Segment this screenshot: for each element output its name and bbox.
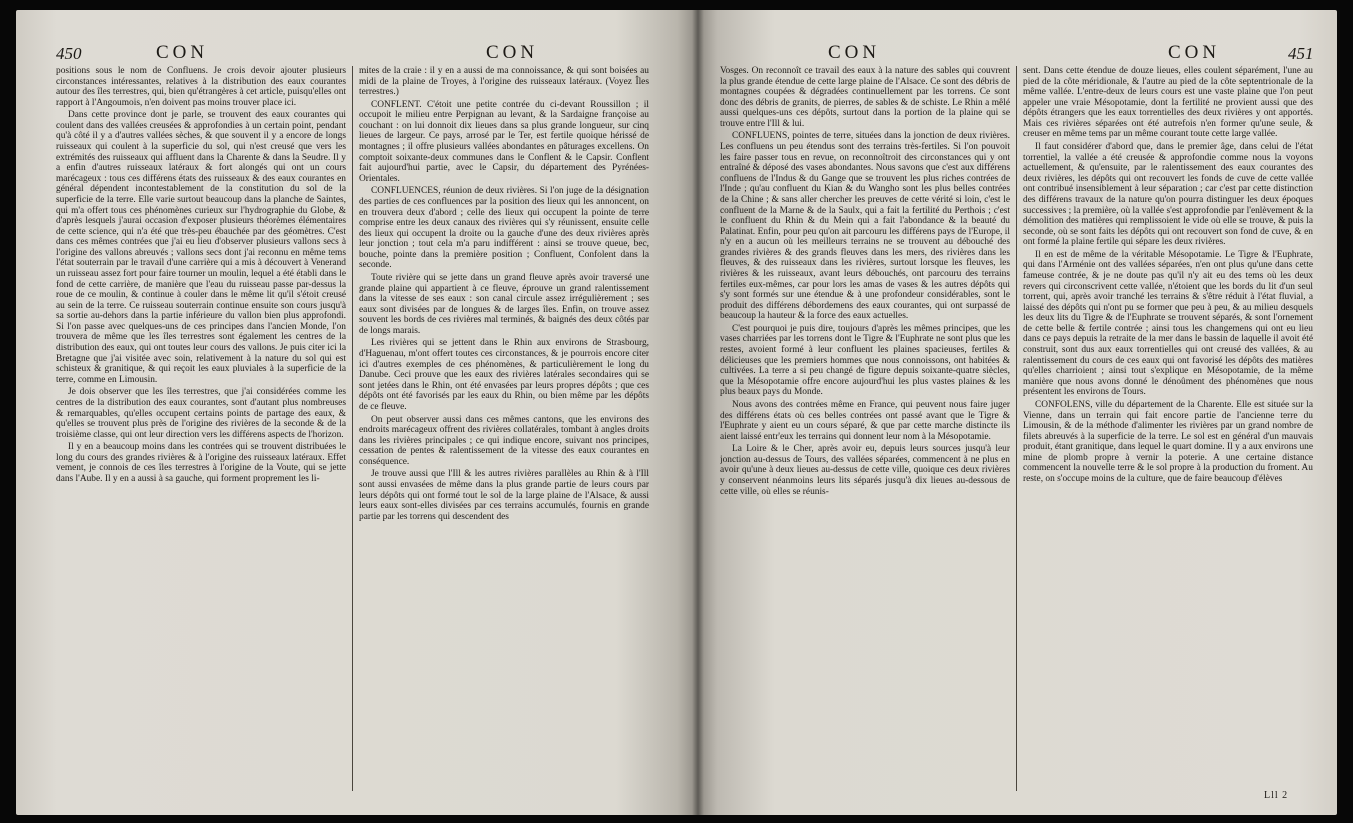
right-header-col1: CON xyxy=(828,42,881,63)
paragraph: La Loire & le Cher, après avoir eu, depuis leurs sources jusqu'à leur jonction au-dessus de Tours, des vallées séparées, commencent à ne plus en avoir qu'une à deux lieues au-dessus de cette ville, quoique ces deux rivières y conservent néanmoins leurs lits séparés jusqu'à dix lieues au-dessous de cette ville, où elles se réunis- xyxy=(720,444,1010,497)
paragraph: Il faut considérer d'abord que, dans le premier âge, dans celui de l'état torrentiel, la vallée a été creusée & approfondie comme nous la voyons actuellement, & qu'ensuite, par le ralentissement des eaux courantes des deux rivières, les dépôts qui ont recouvert les fonds de cuve de cette vallée ont contribué insensiblement à leur séparation ; car c'est par cette distinction des différens travaux de la nature qu'on pourra distinguer les deux époques successives ; la première, où la vallée s'est approfondie par l'enlèvement & la démolition des matières qui remplissoient le vide où elle se trouve, & puis la seconde, où se sont faits les dépôts qui ont recouvert son fond de cuve, & en ont formé la plaine fertile qui sépare les deux rivières. xyxy=(1023,142,1313,248)
left-header-col1: CON xyxy=(156,42,209,63)
paragraph: C'est pourquoi je puis dire, toujours d'après les mêmes principes, que les vases charriées par les torrens dont le Tigre & l'Euphrate ne sont plus que les restes, avoient formé à leur confluent les plaines spacieuses, fertiles & délicieuses que les premiers hommes que nous connoissons, ont habitées & cultivées. La terre a si peu changé de figure depuis soixante-quatre siècles, que la Mésopotamie offre encore aujourd'hui les plus vastes plaines & les plus beaux pays du Monde. xyxy=(720,323,1010,398)
entry-confluences: CONFLUENCES, réunion de deux rivières. Si l'on juge de la désignation des parties de ces confluences par la position des lieux qui les annoncent, on en trouvera deux d'abord ; celle des lieux qui occupent la pointe de terre comprise entre les deux canaux des rivières qui s'y réunissent, ensuite celle des lieux qui occupent la droite ou la gauche d'une des deux rivières après leur jonction ; tout cela m'a paru indifférent : ainsi se trouve queue, bec, bouche, pointe dans la première position ; Confluent, Confolent dans la seconde. xyxy=(359,186,649,271)
column-rule xyxy=(1016,66,1017,791)
paragraph: On peut observer aussi dans ces mêmes cantons, que les environs des endroits marécageux offrent des rivières collatérales, tombant à angles droits dans les rivières principales ; ce qui indique encore, suivant nos principes, cessation de pentes & ralentissement de la vitesse des eaux courantes en conséquence. xyxy=(359,414,649,467)
paragraph: Toute rivière qui se jette dans un grand fleuve après avoir traversé une grande plaine qui appartient à ce fleuve, éprouve un grand ralentissement dans la vitesse de ses eaux : son canal circule assez irrégulièrement ; ses eaux sont divisées par de longues & de larges îles. Enfin, on trouve assez souvent les bords de ces rivières mal terminés, & baignés des deux côtés par de longs marais. xyxy=(359,272,649,336)
paragraph: Il y en a beaucoup moins dans les contrées qui se trouvent distribuées le long du cours des grandes rivières & à l'origine des ruisseaux latéraux. Effet vement, je connois de ces îles terrestres à l'origine de la Voute, qui se jette dans l'Aube. Il y en a aussi à sa gauche, qui forment proprement les li- xyxy=(56,442,346,484)
right-header-col2: CON xyxy=(1168,42,1221,63)
left-page xyxy=(16,10,698,815)
paragraph: positions sous le nom de Confluens. Je crois devoir ajouter plusieurs circonstances intéressantes, relatives à la distribution des eaux courantes autour des îles terrestres, qui, bien qu'étrangères à cet article, puisqu'elles ont rapport à l'Angoumois, n'en doivent pas moins trouver place ici. xyxy=(56,66,346,108)
right-column-1 xyxy=(720,66,1010,801)
right-page xyxy=(698,10,1337,815)
signature-mark: Lll 2 xyxy=(1264,790,1289,801)
entry-confluens: CONFLUENS, pointes de terre, situées dans la jonction de deux rivières. Les confluens un peu étendus sont des terrains très-fertiles. Si l'on pouvoit les faire passer tous en revue, on reconnoîtroit des circonstances qui y ont entraîné & déposé des vases abondantes. Nous savons que c'est aux différens confluens de l'Indus & du Gange que se trouvent les plus riches contrées de l'Inde ; qu'au confluent du Kian & du Wangho sont les plus belles contrées de la Chine ; & sans aller chercher les preuves de cette vérité si loin, c'est le confluent de la Marne & de la Saulx, qui a fait la fertilité du Perthois ; c'est le confluent du Rhin & du Mein qui a fait l'abondance & la beauté du Palatinat. Enfin, pour peu qu'on ait parcouru les différens pays de l'Europe, il n'y en a aucun où les meilleurs terrains ne se trouvent au débouché des grandes rivières & des grands fleuves dans les mers, des rivières dans les fleuves, & des ruisseaux dans les rivières, surtout lorsque les fleuves, les rivières & les ruisseaux, avant leurs débouchés, ont parcouru des terrains fertiles eux-mêmes, car pour lors les amas de vases & les autres dépôts qui s'y sont formés sur une étendue & à une profondeur considérables, sont le produit des différens débordemens des eaux courantes, qui ont surpassé de beaucoup la hauteur & la force des eaux actuelles. xyxy=(720,131,1010,322)
entry-confolens: CONFOLENS, ville du département de la Charente. Elle est située sur la Vienne, dans un terrain qui fait encore partie de l'ancienne terre du Limousin, & de la méthode d'alimenter les rivières par un grand nombre de filets abreuvés à la superficie de la terre. Le sol est en général d'un mauvais produit, étant granitique, dans lequel le quart domine. Il y a aux environs une mine de plomb propre à vernir la poterie. A une certaine distance commencent la nouvelle terre & le sol propre à la production du froment. Au reste, on s'occupe moins de la culture, que de faire beaucoup d'élèves xyxy=(1023,399,1313,484)
open-book xyxy=(16,10,1337,815)
paragraph: Vosges. On reconnoît ce travail des eaux à la nature des sables qui couvrent la plus grande étendue de cette large plaine de l'Alsace. Ce sont des débris de montagnes coupées & dégradées continuellement par les torrens. Ce sont donc des débris de granits, de pierres, de sables & de schiste. Le Rhin a mêlé aussi quelques-uns ces dépôts, surtout dans la portion de la plaine qui se trouve entre l'Ill & lui. xyxy=(720,66,1010,129)
right-page-number: 451 xyxy=(1288,44,1314,63)
paragraph: Nous avons des contrées même en France, qui peuvent nous faire juger des différens états où ces belles contrées ont passé avant que le Tigre & l'Euphrate y aient eu un cours séparé, & que par cette marche distincte ils aient laissé entr'eux les terrains qui donnent leur nom à la Mésopotamie. xyxy=(720,399,1010,442)
left-column-1 xyxy=(56,66,346,801)
paragraph: Je dois observer que les îles terrestres, que j'ai considérées comme les centres de la distribution des eaux courantes, sont d'autant plus nombreuses & remarquables, qu'elles occupent certains points de partage des eaux, & qu'elles se trouvent plus près de l'origine des rivières de la seconde & de la troisième classe, qui ont leur direction vers les différens aspects de l'horizon. xyxy=(56,387,346,440)
paragraph: mites de la craie : il y en a aussi de ma connoissance, & qui sont boisées au midi de la plaine de Troyes, à l'origine des ruisseaux latéraux. (Voyez Îles terrestres.) xyxy=(359,66,649,98)
left-header-col2: CON xyxy=(486,42,539,63)
paragraph: sent. Dans cette étendue de douze lieues, elles coulent séparément, l'une au pied de la côte méridionale, & l'autre au pied de la côte septentrionale de la même vallée. L'entre-deux de leurs cours est une vaste plaine que l'on peut appeler une vraie Mésopotamie, dont la fertilité ne provient aussi que des dépôts étrangers que les eaux torrentielles des deux rivières y ont apportés. Mais ces rivières séparées ont été autrefois n'en former qu'une seule, & creuser en même tems par un même courant toute cette large vallée. xyxy=(1023,66,1313,140)
entry-conflent: CONFLENT. C'étoit une petite contrée du ci-devant Roussillon ; il occupoit le milieu entre Perpignan au levant, & la Sardaigne françoise au couchant : on lui donnoit dix lieues dans sa plus grande longueur, sur cinq lieues de largeur. Ce pays, arrosé par le Ter, est fertile quoique hérissé de montagnes ; il offre plusieurs vallées abondantes en pâturages excellens. On comptoit soixante-deux communes dans le Conflent & le Capsir. Conflent fait aujourd'hui partie, avec le Capsir, du département des Pyrénées-Orientales. xyxy=(359,99,649,184)
paragraph: Je trouve aussi que l'Ill & les autres rivières parallèles au Rhin & à l'Ill sont aussi envasées de même dans la plus grande partie de leurs cours par leurs dépôts qui ont formé tout le sol de la large plaine de l'Alsace, & aussi leurs eaux sont-elles divisées par ces terrains accumulés, fournis en grande partie par les torrens qui descendent des xyxy=(359,469,649,522)
left-page-number: 450 xyxy=(56,44,82,63)
paragraph: Les rivières qui se jettent dans le Rhin aux environs de Strasbourg, d'Haguenau, m'ont offert toutes ces circonstances, & je pourrois encore citer ici d'autres exemples de ces phénomènes, & particulièrement le long du Danube. Ceci prouve que les eaux des rivières latérales secondaires qui se sont jetées dans le Rhin, ont été envasées par leurs propres dépôts ; que ces dépôts ont été favorisés par les eaux du Rhin, ou bien même par les dépôts de ce fleuve. xyxy=(359,338,649,412)
paragraph: Il en est de même de la véritable Mésopotamie. Le Tigre & l'Euphrate, qui dans l'Arménie ont des vallées séparées, n'en ont plus qu'une dans cette fameuse contrée, & je ne doute pas qu'il n'y ait eu des tems où les deux revers qui circonscrivent cette vallée, n'étoient que les bords du lit d'un seul torrent, qui, après avoir tranché les terrains & s'être réduit à l'état fluvial, a laissé des dépôts qui n'ont pu se former que peu à peu, & au milieu desquels les deux lits du Tigre & de l'Euphrate se trouvent séparés, & sont l'ornement de cette belle & fertile contrée ; ainsi tous les changemens qui ont eu lieu dans ce pays depuis la retraite de la mer dans le bassin de laquelle il avoit été construit, sont dus aux eaux torrentielles qui ont creusé des vallées, & au ralentissement du cours de ces eaux qui ont favorisé les dépôts des matières qu'elles charrioient ; ainsi tout s'explique en Mésopotamie, de la même manière que nous avons donné le dénoûment des phénomènes que nous présentent les environs de Tours. xyxy=(1023,249,1313,398)
left-column-2 xyxy=(359,66,649,801)
paragraph: Dans cette province dont je parle, se trouvent des eaux courantes qui coulent dans des vallées creusées & approfondies à un certain point, pendant qu'à côté il y a d'autres vallées sèches, & que souvent il y a encore de longs ruisseaux qui coulent à la superficie du sol, qui n'est creusé que vers les extrémités des ruisseaux qui affluent dans la Charente & dans la Seudre. Il y a enfin d'autres ruisseaux latéraux & fort alongés qui ont un cours marécageux : tous ces différens états des ruisseaux & des eaux courantes en général dépendent incontestablement de la constitution du sol de la superficie de la terre. Elle varie surtout beaucoup dans la planche de Saintes, qui m'a offert tous ces phénomènes curieux sur l'hydrographie du Globe, & d'après lesquels j'aurai occasion d'exposer plusieurs théorèmes élémentaires de cette science, qui n'a été que très-peu ébauchée par des géomètres. C'est dans ces mêmes contrées que j'ai eu lieu d'observer plusieurs vallons secs à l'origine des vallons abreuvés ; vallons secs dont j'ai reconnu en même tems l'état souterrain par le travail d'une carrière qui a mis à découvert à Venerand un ruisseau assez fort pour faire tourner un moulin, lequel a été établi dans le fond de cette carrière, de manière que l'eau du ruisseau passe par-dessus la roue de ce moulin, & continue à couler dans le même lit qu'il s'étoit creusé au sein de la terre. Ce ruisseau souterrain continue ensuite son cours jusqu'à sa sortie au-dehors dans la partie inférieure du vallon bien plus approfondi. Si l'on passe avec quelques-uns de ces principes dans l'ancien Monde, l'on trouvera de même que les îles terrestres sont également les centres de la distribution des eaux, qui ont toutes leur cours des vallons. Je puis citer ici la Bretagne que j'ai visitée avec soin, relativement à la nature du sol qui est schisteux & granitique, & qui reçoit les eaux pluviales à la superficie de la terre, comme en Limousin. xyxy=(56,110,346,385)
column-rule xyxy=(352,66,353,791)
right-column-2 xyxy=(1023,66,1313,789)
